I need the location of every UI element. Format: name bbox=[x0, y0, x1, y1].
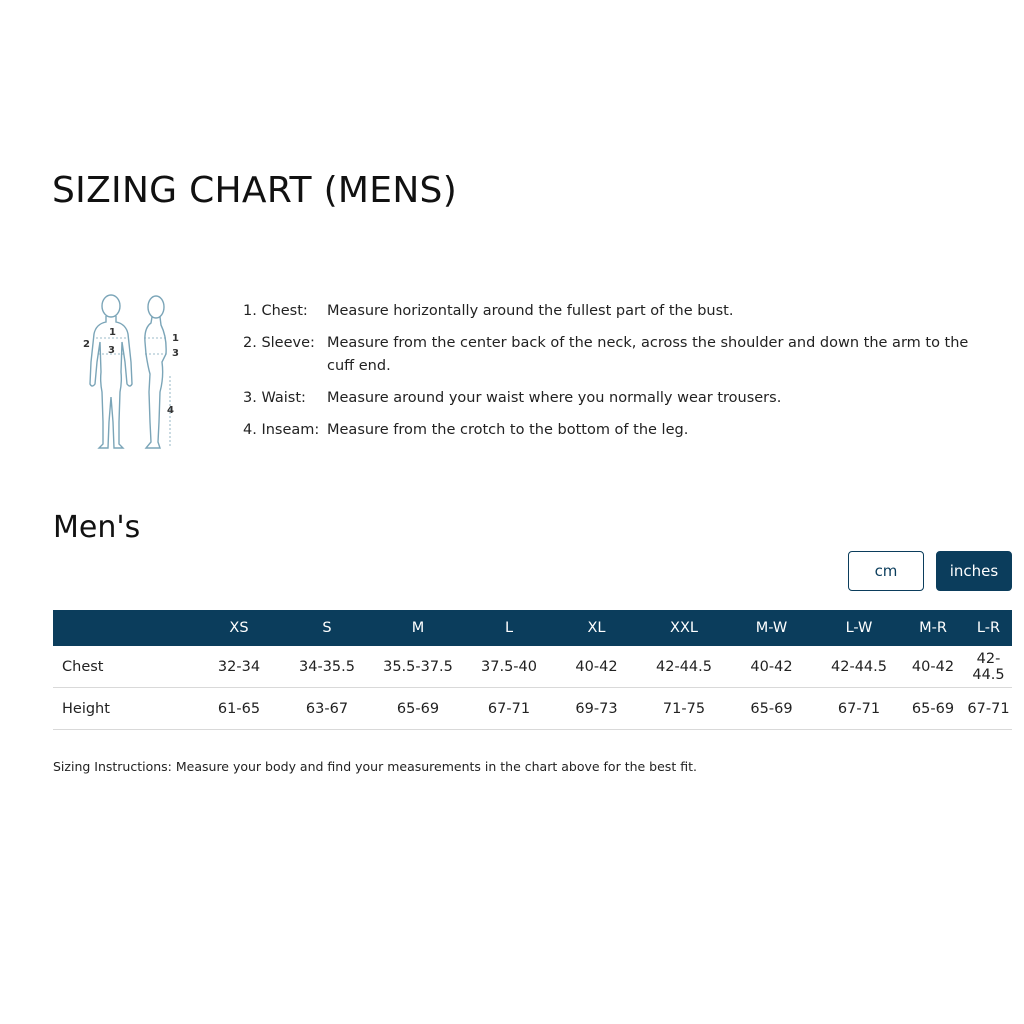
table-row bbox=[53, 688, 1012, 730]
table-header-cell: XS bbox=[193, 610, 285, 646]
sizing-instructions: Sizing Instructions: Measure your body and find your measurements in the chart above for the best fit. bbox=[53, 759, 697, 774]
table-cell: 34-35.5 bbox=[285, 646, 369, 688]
table-header-cell: L-R bbox=[965, 610, 1012, 646]
measurement-label: 2. Sleeve: bbox=[243, 335, 315, 351]
table-cell: 65-69 bbox=[369, 688, 467, 730]
table-cell: 42-44.5 bbox=[965, 646, 1012, 688]
table-header-cell: L-W bbox=[817, 610, 901, 646]
table-cell: 32-34 bbox=[193, 646, 285, 688]
table-header-cell bbox=[53, 610, 193, 646]
figure-label-waist-front: 3 bbox=[108, 345, 115, 356]
table-cell: 40-42 bbox=[901, 646, 965, 688]
table-cell: 42-44.5 bbox=[642, 646, 726, 688]
table-row bbox=[53, 646, 1012, 688]
table-cell: 69-73 bbox=[551, 688, 642, 730]
table-cell: 71-75 bbox=[642, 688, 726, 730]
table-cell: 63-67 bbox=[285, 688, 369, 730]
measurement-label: 3. Waist: bbox=[243, 390, 306, 406]
table-cell: 65-69 bbox=[726, 688, 817, 730]
page-title: SIZING CHART (MENS) bbox=[52, 170, 458, 211]
table-cell: 40-42 bbox=[551, 646, 642, 688]
figure-label-chest-front: 1 bbox=[109, 327, 116, 338]
row-label: Chest bbox=[53, 646, 193, 688]
figure-label-chest-side: 1 bbox=[172, 333, 179, 344]
unit-toggle bbox=[848, 551, 1012, 591]
measurement-instructions bbox=[243, 300, 983, 451]
cm-button[interactable]: cm bbox=[848, 551, 924, 591]
measurement-item-sleeve bbox=[243, 332, 983, 378]
table-header-cell: L bbox=[467, 610, 551, 646]
table-cell: 42-44.5 bbox=[817, 646, 901, 688]
measurement-item-chest bbox=[243, 300, 983, 323]
measurement-description: Measure horizontally around the fullest part of the bust. bbox=[327, 303, 734, 319]
measurement-item-waist bbox=[243, 387, 983, 410]
table-header-cell: M-W bbox=[726, 610, 817, 646]
measurement-description: Measure from the center back of the neck, across the shoulder and down the arm to the cuff end. bbox=[327, 335, 969, 374]
inches-button[interactable]: inches bbox=[936, 551, 1012, 591]
table-cell: 37.5-40 bbox=[467, 646, 551, 688]
table-header-cell: XL bbox=[551, 610, 642, 646]
measurement-label: 4. Inseam: bbox=[243, 422, 320, 438]
table-cell: 61-65 bbox=[193, 688, 285, 730]
figure-label-inseam-side: 4 bbox=[167, 405, 174, 416]
figure-label-waist-side: 3 bbox=[172, 348, 179, 359]
figure-label-sleeve-front: 2 bbox=[83, 339, 90, 350]
table-cell: 65-69 bbox=[901, 688, 965, 730]
table-header-cell: M-R bbox=[901, 610, 965, 646]
row-label: Height bbox=[53, 688, 193, 730]
table-header-row bbox=[53, 610, 1012, 646]
table-header-cell: M bbox=[369, 610, 467, 646]
section-title: Men's bbox=[53, 510, 141, 545]
table-header-cell: S bbox=[285, 610, 369, 646]
table-cell: 67-71 bbox=[965, 688, 1012, 730]
body-measurement-figure bbox=[78, 292, 188, 457]
measurement-item-inseam bbox=[243, 419, 983, 442]
measurement-description: Measure around your waist where you normally wear trousers. bbox=[327, 390, 782, 406]
table-header-cell: XXL bbox=[642, 610, 726, 646]
table-cell: 40-42 bbox=[726, 646, 817, 688]
measurement-label: 1. Chest: bbox=[243, 303, 308, 319]
table-cell: 67-71 bbox=[817, 688, 901, 730]
measurement-description: Measure from the crotch to the bottom of the leg. bbox=[327, 422, 689, 438]
body-outline-icon bbox=[78, 292, 188, 457]
table-cell: 35.5-37.5 bbox=[369, 646, 467, 688]
table-cell: 67-71 bbox=[467, 688, 551, 730]
size-table bbox=[53, 610, 1012, 730]
